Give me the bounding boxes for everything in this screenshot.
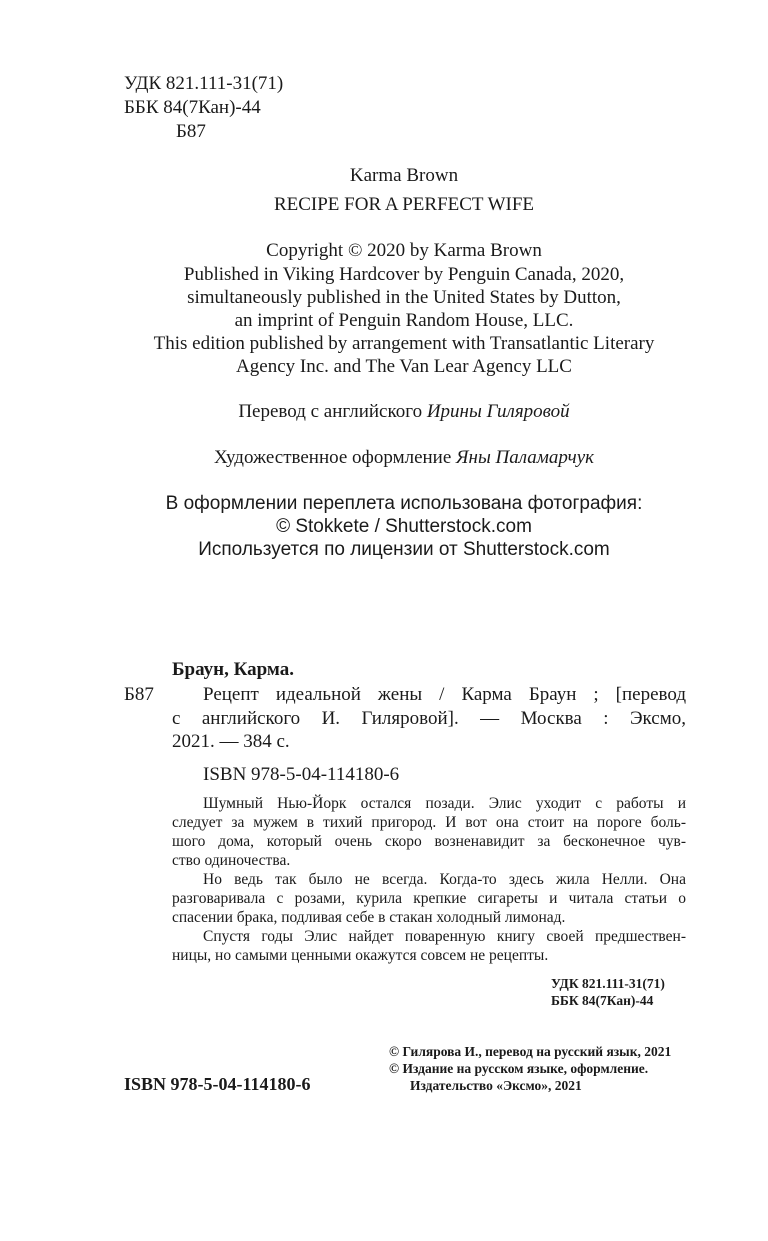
catalog-heading: Браун, Карма. (172, 659, 294, 680)
footer-udk: УДК 821.111-31(71) (551, 976, 665, 991)
cover-photo-license: Используется по лицензии от Shutterstock.com (198, 539, 610, 560)
design-label: Художественное оформление (213, 447, 452, 468)
annotation-line: разговаривала с розами, курила крепкие сигареты и читала статьи о (172, 890, 686, 907)
catalog-isbn: ISBN 978-5-04-114180-6 (203, 764, 400, 785)
annotation-line: спасении брака, подливая себе в стакан холодный лимонад. (172, 909, 566, 926)
copyright-edition: © Издание на русском языке, оформление. (389, 1061, 649, 1076)
copyright-line: an imprint of Penguin Random House, LLC. (234, 310, 574, 331)
copyright-line: This edition published by arrangement with Transatlantic Literary (153, 333, 655, 354)
catalog-line: с английского И. Гиляровой]. — Москва : Эксмо, (172, 708, 686, 729)
annotation-line: ницы, но самыми ценными окажутся совсем не рецепты. (172, 947, 549, 964)
annotation-line: шого дома, который очень скоро возненавидит за бесконечное чув- (172, 833, 686, 850)
copyright-line: simultaneously published in the United States by Dutton, (187, 287, 621, 308)
copyright-publisher: Издательство «Эксмо», 2021 (410, 1078, 582, 1093)
designer-name: Яны Паламарчук (456, 447, 595, 468)
catalog-code: Б87 (124, 684, 154, 705)
translation-credit (0, 401, 768, 423)
catalog-line: Рецепт идеальной жены / Карма Браун ; [перевод (203, 684, 686, 705)
footer-bbk: ББК 84(7Кан)-44 (551, 993, 654, 1008)
annotation-line: следует за мужем в тихий пригород. И вот она стоит на пороге боль- (172, 814, 686, 831)
catalog-line: 2021. — 384 с. (172, 731, 290, 752)
annotation-line: ство одиночества. (172, 852, 291, 869)
original-author: Karma Brown (349, 165, 459, 186)
original-title: RECIPE FOR A PERFECT WIFE (273, 194, 535, 215)
design-credit (0, 447, 768, 469)
bbk-code: ББК 84(7Кан)-44 (124, 97, 261, 118)
cover-photo-credit: В оформлении переплета использована фотография: (165, 493, 643, 514)
annotation-line: Но ведь так было не всегда. Когда-то здесь жила Нелли. Она (203, 871, 686, 888)
annotation-line: Шумный Нью-Йорк остался позади. Элис уходит с работы и (203, 795, 686, 812)
annotation-line: Спустя годы Элис найдет поваренную книгу своей предшествен- (203, 928, 686, 945)
cover-photo-source: © Stokkete / Shutterstock.com (276, 516, 532, 537)
translator-name: Ирины Гиляровой (426, 401, 570, 422)
author-mark: Б87 (176, 121, 206, 142)
copyright-line: Copyright © 2020 by Karma Brown (266, 240, 542, 261)
footer-isbn: ISBN 978-5-04-114180-6 (124, 1074, 311, 1094)
copyright-line: Agency Inc. and The Van Lear Agency LLC (236, 356, 572, 377)
translation-label: Перевод с английского (238, 401, 423, 422)
udk-code: УДК 821.111-31(71) (124, 73, 284, 94)
copyright-line: Published in Viking Hardcover by Penguin Canada, 2020, (183, 264, 625, 285)
copyright-translation: © Гилярова И., перевод на русский язык, 2021 (389, 1044, 672, 1059)
